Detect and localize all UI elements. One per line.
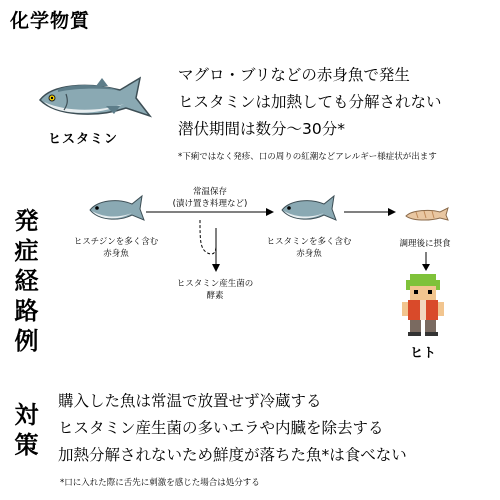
fact-note: *下痢ではなく発疹、口の周りの紅潮などアレルギー様症状が出ます <box>178 152 437 162</box>
countermeasures-heading <box>8 402 38 462</box>
chemical-name: ヒスタミン <box>48 132 119 147</box>
fish2-label-line2: 赤身魚 <box>296 249 322 259</box>
fish1-label-line2: 赤身魚 <box>103 249 129 259</box>
human-figure-icon <box>400 272 446 338</box>
countermeasure-1: 購入した魚は常温で放置せず冷蔵する <box>58 392 322 410</box>
countermeasure-3: 加熱分解されないため鮮度が落ちた魚*は食べない <box>58 446 407 464</box>
arrow-label <box>160 186 260 210</box>
arrow-right-icon-2 <box>344 206 396 218</box>
arrow-label-line1: 常温保存 <box>192 187 227 197</box>
dashed-branch-arrow-icon <box>196 218 226 274</box>
countermeasure-2: ヒスタミン産生菌の多いエラや内臓を除去する <box>58 419 384 437</box>
fact-3: 潜伏期間は数分〜30分* <box>178 120 345 138</box>
fish2-label <box>256 236 362 260</box>
raw-fish-icon-1 <box>88 194 146 224</box>
raw-fish-icon-2 <box>280 194 338 224</box>
fish2-label-line1: ヒスタミンを多く含む <box>266 237 352 247</box>
page-title: 化学物質 <box>10 10 91 32</box>
fact-1: マグロ・ブリなどの赤身魚で発生 <box>178 66 410 84</box>
pathway-heading <box>8 208 38 358</box>
pathway-heading-text: 発症経路例 <box>10 208 38 358</box>
tuna-fish-icon <box>36 74 154 124</box>
fish1-label <box>66 236 166 260</box>
countermeasure-note: *口に入れた際に舌先に刺激を感じた場合は処分する <box>60 478 260 488</box>
bacteria-label <box>160 278 270 302</box>
arrow-down-icon <box>420 252 432 272</box>
arrow-label-line2: (漬け置き料理など) <box>172 199 248 209</box>
human-label: ヒト <box>410 346 437 361</box>
bacteria-label-line2: 酵素 <box>206 291 224 301</box>
cooked-label: 調理後に摂食 <box>399 239 451 249</box>
cooked-fish-icon <box>404 206 450 222</box>
fish1-label-line1: ヒスチジンを多く含む <box>73 237 159 247</box>
fact-2: ヒスタミンは加熱しても分解されない <box>178 93 442 111</box>
bacteria-label-line1: ヒスタミン産生菌の <box>176 279 254 289</box>
countermeasures-heading-text: 対策 <box>10 402 38 462</box>
